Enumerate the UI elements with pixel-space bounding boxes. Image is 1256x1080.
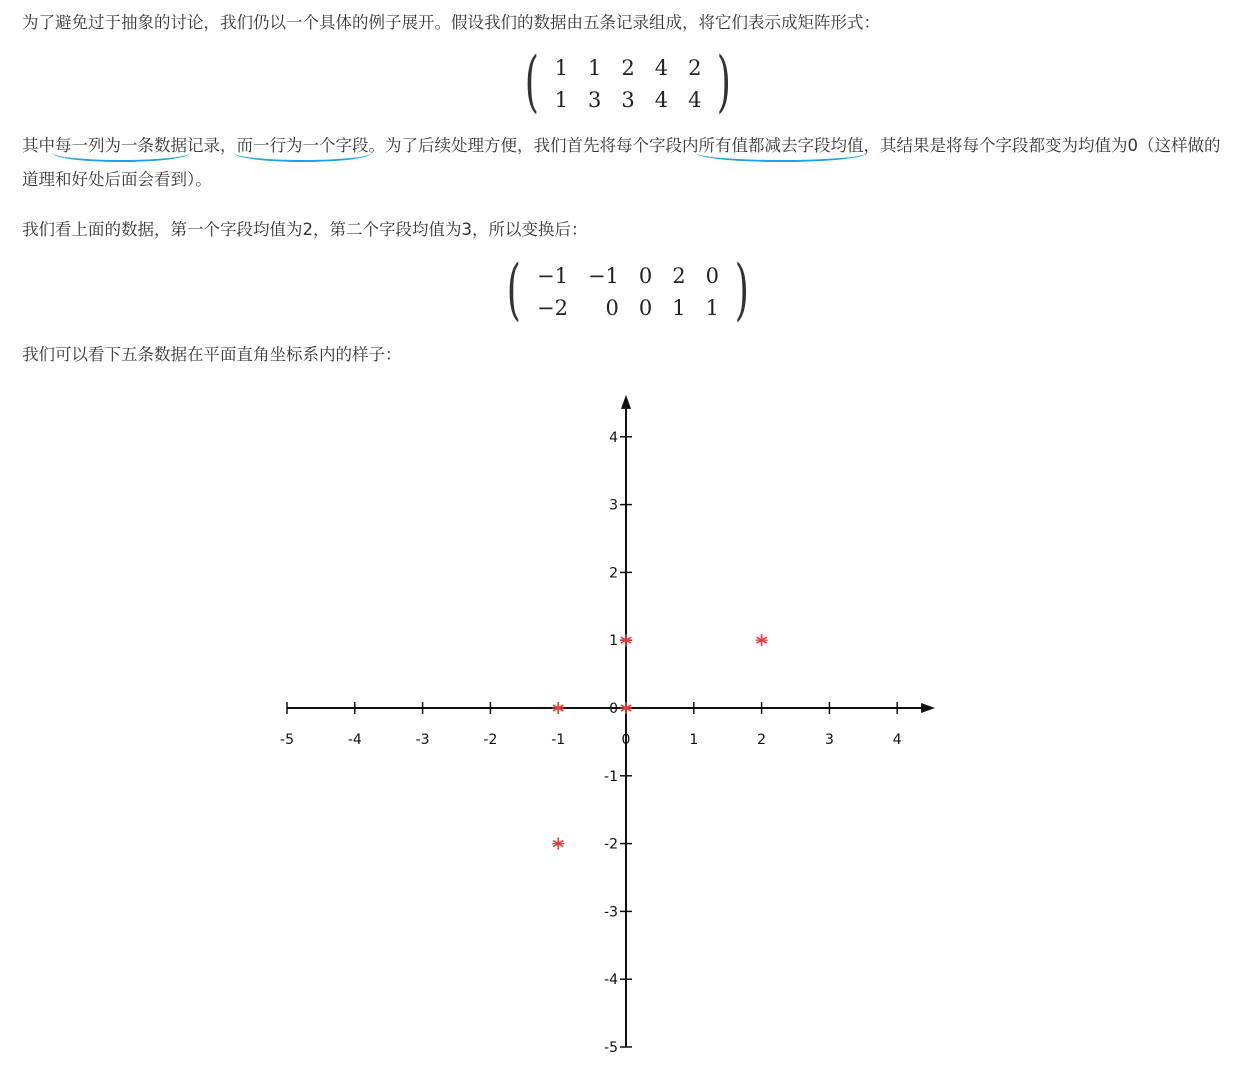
x-tick-label: 1	[689, 732, 699, 748]
matrix-cell: −1	[536, 264, 568, 288]
x-tick-label: 0	[621, 732, 631, 748]
matrix-row	[545, 84, 712, 116]
scatter-plot	[0, 380, 1256, 1074]
matrix-row	[527, 292, 729, 324]
underlined-phrase-column: 每一列为一条数据	[55, 136, 187, 155]
x-axis-arrow	[921, 703, 935, 713]
matrix-cell: 0	[638, 264, 653, 288]
matrix-cell: 2	[672, 264, 686, 288]
matrix-cell: −1	[587, 264, 619, 288]
mean-paragraph: 我们看上面的数据，第一个字段均值为2，第二个字段均值为3，所以变换后：	[22, 220, 588, 239]
matrix-row	[527, 260, 729, 292]
matrix-cell: −2	[536, 296, 568, 320]
matrix-cell: 4	[654, 56, 669, 80]
y-tick-label: 2	[609, 565, 618, 582]
text-segment: 。为了后续处理方便，我们首先将每个字段内	[368, 136, 699, 155]
matrix-cell: 1	[587, 56, 602, 80]
data-matrix	[0, 43, 1256, 120]
data-point	[756, 634, 768, 646]
left-paren: (	[524, 43, 539, 120]
matrix-cell: 2	[621, 56, 635, 80]
text-segment: 其中	[22, 136, 55, 155]
right-paren: )	[717, 43, 732, 120]
x-tick-label: 2	[757, 732, 767, 748]
x-tick-label: 4	[892, 732, 902, 748]
x-tick-label: -2	[483, 732, 498, 748]
matrix-cell: 1	[554, 88, 568, 112]
y-axis-arrow	[621, 395, 631, 409]
data-point	[552, 838, 564, 850]
x-tick-label: -4	[347, 732, 362, 748]
matrix-cell: 4	[688, 88, 702, 112]
matrix-cell: 1	[705, 296, 720, 320]
matrix-cell: 1	[672, 296, 686, 320]
origin-y-label: 0	[609, 701, 618, 717]
matrix-cell: 3	[621, 88, 635, 112]
text-segment: 记录，	[187, 136, 237, 155]
y-tick-label: 3	[609, 497, 618, 514]
plot-intro-paragraph: 我们可以看下五条数据在平面直角坐标系内的样子：	[22, 345, 402, 364]
matrix-cell: 4	[654, 88, 669, 112]
matrix-cell: 0	[605, 296, 619, 320]
y-tick-label: -5	[604, 1040, 618, 1056]
y-tick-label: -4	[604, 972, 618, 989]
intro-paragraph: 为了避免过于抽象的讨论，我们仍以一个具体的例子展开。假设我们的数据由五条记录组成，将它们表示成矩阵形式：	[22, 13, 880, 32]
data-matrix-table	[545, 52, 712, 116]
right-paren: )	[734, 251, 749, 328]
y-tick-label: 1	[609, 633, 618, 650]
matrix-cell: 0	[705, 264, 720, 288]
matrix-cell: 2	[688, 56, 702, 80]
explanation-paragraph	[22, 129, 1222, 197]
matrix-cell: 3	[587, 88, 602, 112]
data-point	[552, 702, 564, 714]
text-segment: ，其结果是将每个字段都变为均值为0（这样做的道理和好处后面会看到）。	[22, 136, 1221, 189]
data-point	[620, 634, 632, 646]
x-tick-label: 3	[824, 732, 834, 748]
underlined-phrase-mean: 所有值都减去字段均值	[698, 136, 864, 155]
scatter-plot-svg	[0, 380, 1256, 1070]
y-tick-label: -1	[604, 768, 618, 785]
x-tick-label: -5	[280, 732, 294, 748]
x-tick-label: -3	[415, 732, 430, 748]
left-paren: (	[507, 251, 522, 328]
underlined-phrase-row: 而一行为一个字段	[236, 136, 369, 155]
centered-matrix-table	[527, 260, 729, 324]
matrix-row	[545, 52, 712, 84]
matrix-cell: 0	[638, 296, 653, 320]
y-tick-label: -3	[604, 904, 618, 921]
y-tick-label: -2	[604, 836, 618, 853]
x-tick-label: -1	[551, 732, 566, 748]
data-point	[620, 702, 632, 714]
matrix-cell: 1	[554, 56, 568, 80]
y-tick-label: 4	[609, 429, 618, 446]
centered-matrix	[0, 251, 1256, 328]
